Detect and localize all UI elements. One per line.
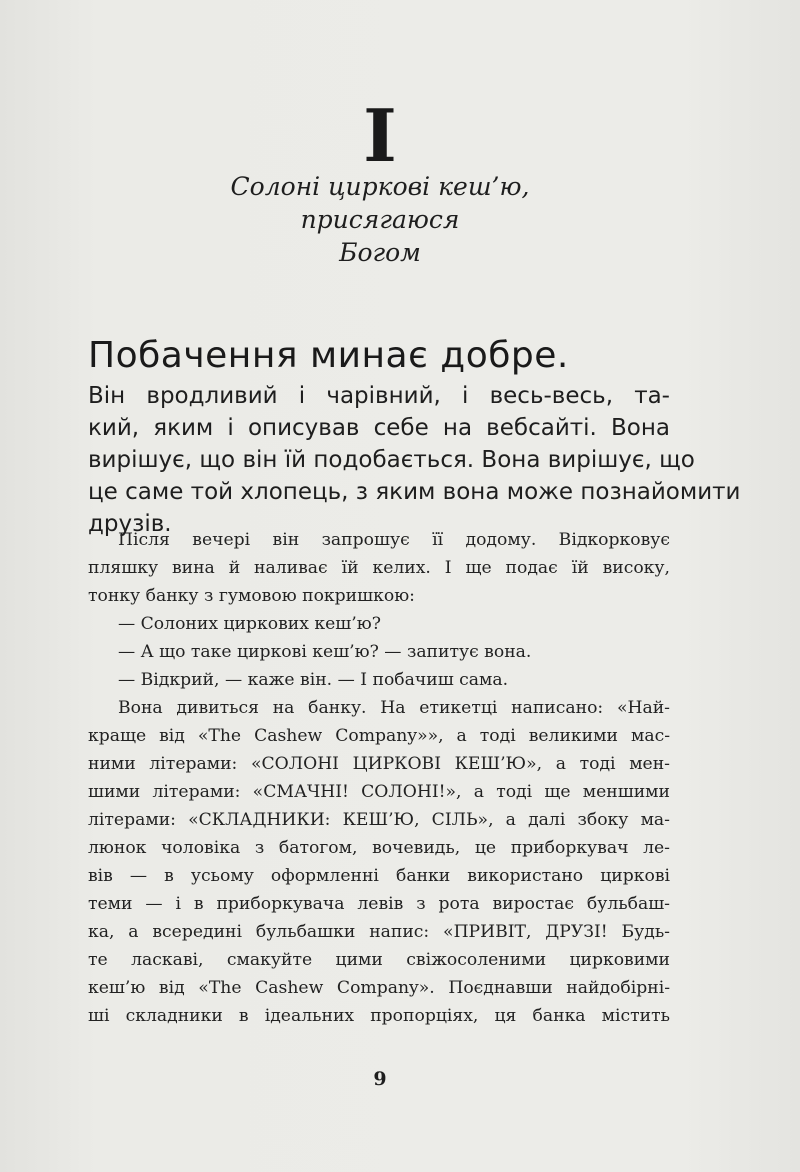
body-line: ка, а всередині бульбашки напис: «ПРИВІТ, ДРУЗІ! Будь-	[88, 922, 670, 942]
body-line: те ласкаві, смакуйте цими свіжосоленими цирковими	[88, 950, 670, 970]
body-line: — А що таке циркові кеш’ю? — запитує вона.	[118, 642, 532, 662]
lead-paragraph-line: друзів.	[88, 511, 172, 537]
body-line: краще від «The Cashew Company»», а тоді великими мас-	[88, 726, 670, 746]
chapter-number: I	[363, 93, 397, 178]
body-line: люнок чоловіка з батогом, вочевидь, це приборкувач ле-	[88, 838, 670, 858]
lead-paragraph-line: це саме той хлопець, з яким вона може познайомити	[88, 479, 741, 505]
chapter-title-line: Богом	[339, 238, 421, 267]
body-line: пляшку вина й наливає їй келих. І ще подає їй високу,	[88, 558, 670, 578]
page-number: 9	[373, 1068, 387, 1090]
lead-sentence: Побачення минає добре.	[88, 335, 569, 376]
lead-paragraph-line: вирішує, що він їй подобається. Вона вирішує, що	[88, 447, 695, 473]
lead-paragraph-line: Він вродливий і чарівний, і весь-весь, та-	[88, 383, 670, 409]
body-line: кеш’ю від «The Cashew Company». Поєднавши найдобірні-	[88, 978, 670, 998]
body-line: — Солоних циркових кеш’ю?	[118, 614, 381, 634]
body-line: вів — в усьому оформленні банки використано циркові	[88, 866, 670, 886]
body-line: — Відкрий, — каже він. — І побачиш сама.	[118, 670, 509, 690]
body-line: Вона дивиться на банку. На етикетці написано: «Най-	[118, 698, 670, 718]
body-line: тонку банку з гумовою покришкою:	[88, 586, 415, 606]
chapter-title	[0, 170, 760, 269]
body-line: літерами: «СКЛАДНИКИ: КЕШ’Ю, СІЛЬ», а далі збоку ма-	[88, 810, 670, 830]
body-line: ними літерами: «СОЛОНІ ЦИРКОВІ КЕШ’Ю», а тоді мен-	[88, 754, 670, 774]
chapter-title-line: присягаюся	[300, 205, 460, 234]
lead-paragraph-line: кий, яким і описував себе на вебсайті. Вона	[88, 415, 670, 441]
body-line: шими літерами: «СМАЧНІ! СОЛОНІ!», а тоді ще меншими	[88, 782, 670, 802]
body-line: Після вечері він запрошує її додому. Відкорковує	[118, 530, 670, 550]
chapter-title-line: Солоні циркові кеш’ю,	[230, 172, 530, 201]
body-line: ші складники в ідеальних пропорціях, ця банка містить	[88, 1006, 670, 1026]
body-line: теми — і в приборкувача левів з рота виростає бульбаш-	[88, 894, 670, 914]
